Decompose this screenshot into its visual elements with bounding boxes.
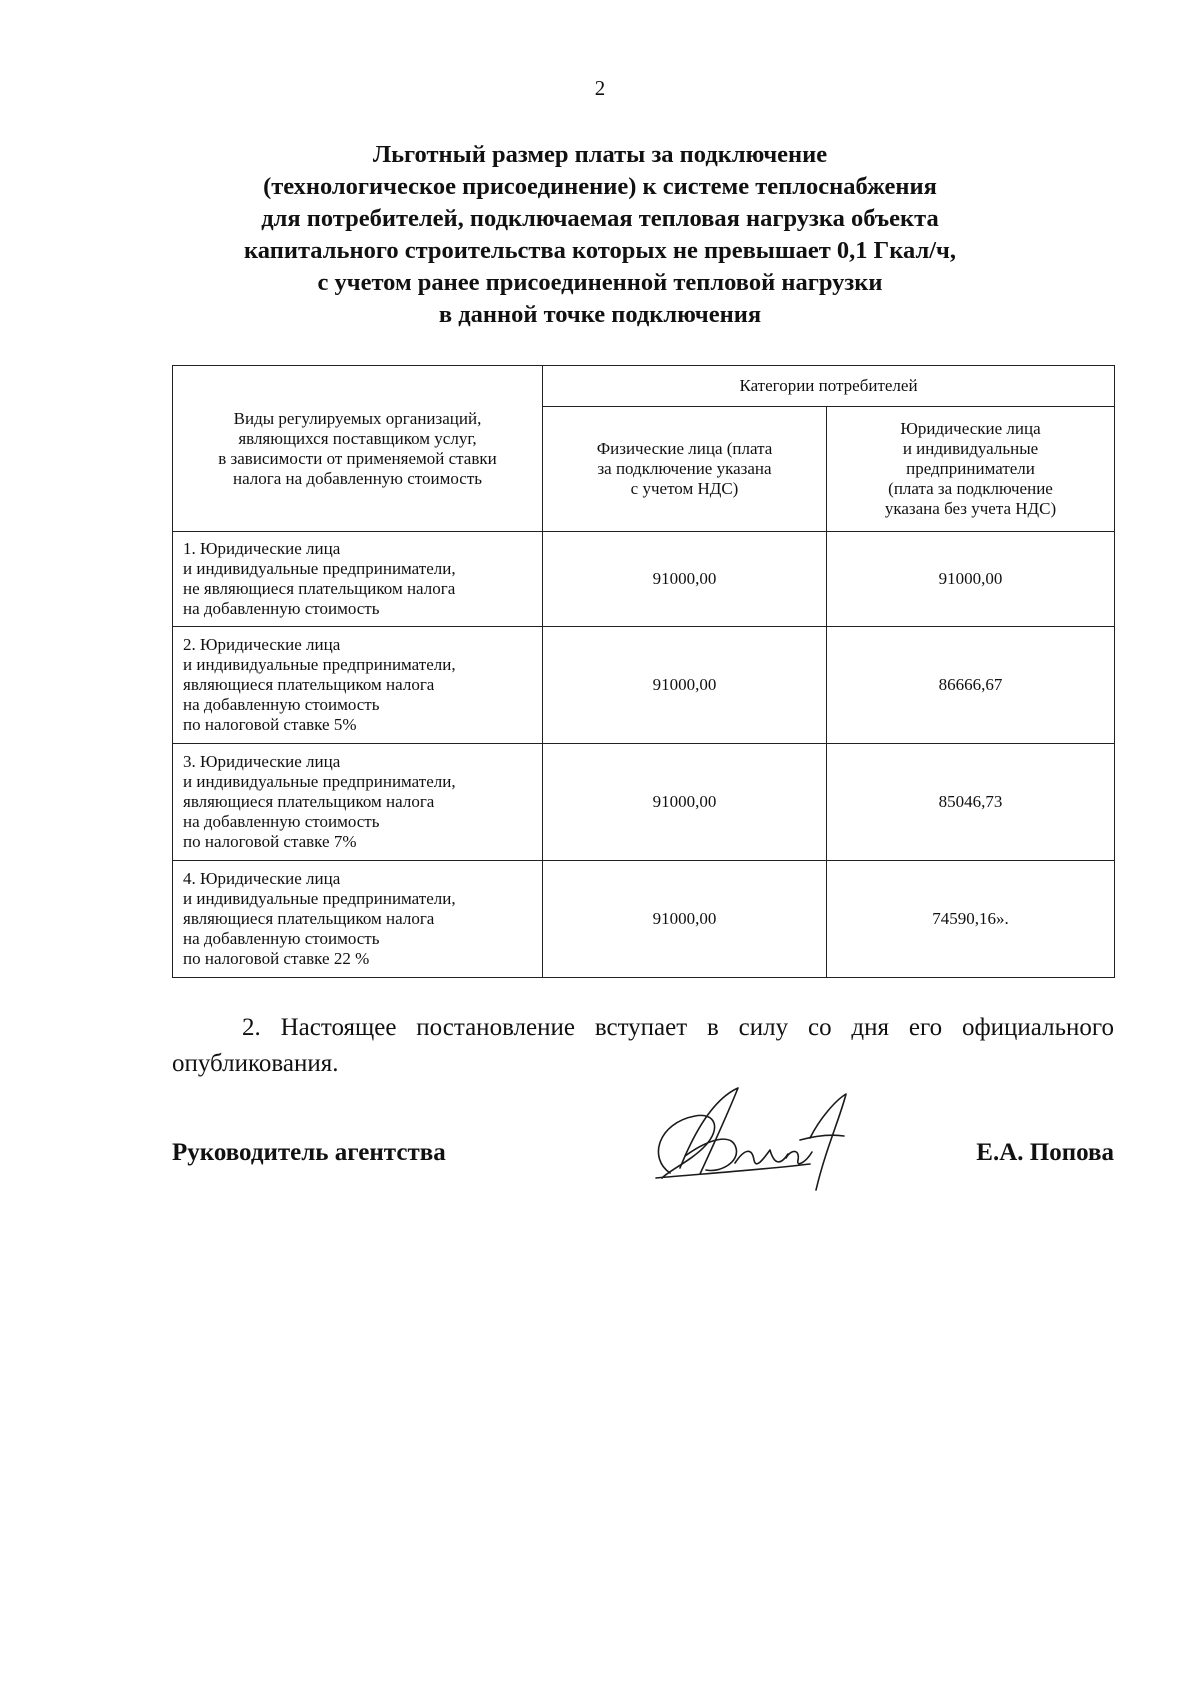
row-organization-type — [173, 744, 543, 861]
header-juridical-persons — [827, 407, 1115, 532]
row-organization-type — [173, 532, 543, 627]
row-physical-value: 91000,00 — [543, 627, 827, 744]
row-line: на добавленную стоимость — [183, 599, 380, 618]
row-line: являющиеся плательщиком налога — [183, 675, 435, 694]
row-line: и индивидуальные предприниматели, — [183, 889, 456, 908]
row-juridical-value: 91000,00 — [827, 532, 1115, 627]
resolution-paragraph: 2. Настоящее постановление вступает в силу со дня его официального опубликования. — [172, 1014, 1114, 1077]
table-row — [173, 861, 1115, 978]
header-line: и индивидуальные — [902, 439, 1039, 458]
header-line: предприниматели — [906, 459, 1035, 478]
header-line: налога на добавленную стоимость — [232, 468, 482, 488]
header-physical-persons — [543, 407, 827, 532]
row-physical-value: 91000,00 — [543, 744, 827, 861]
title-line: Льготный размер платы за подключение — [372, 141, 828, 168]
header-line: в зависимости от применяемой ставки — [218, 448, 497, 468]
row-line: на добавленную стоимость — [183, 929, 380, 948]
row-organization-type — [173, 627, 543, 744]
header-line: Юридические лица — [900, 419, 1041, 438]
row-line: являющиеся плательщиком налога — [183, 909, 435, 928]
row-line: и индивидуальные предприниматели, — [183, 772, 456, 791]
table-row — [173, 532, 1115, 627]
table-header-row — [173, 366, 1115, 407]
header-line: (плата за подключение — [888, 479, 1053, 498]
row-juridical-value: 74590,16». — [827, 861, 1115, 978]
tariff-table — [172, 365, 1115, 978]
signatory-title: Руководитель агентства — [172, 1139, 446, 1166]
title-line: (технологическое присоединение) к системе теплоснабжения — [263, 173, 937, 200]
row-organization-type — [173, 861, 543, 978]
row-line: не являющиеся плательщиком налога — [183, 579, 456, 598]
row-juridical-value: 86666,67 — [827, 627, 1115, 744]
title-line: капитального строительства которых не превышает 0,1 Гкал/ч, — [244, 237, 956, 264]
row-line: 2. Юридические лица — [183, 635, 341, 654]
row-juridical-value: 85046,73 — [827, 744, 1115, 861]
row-line: 3. Юридические лица — [183, 752, 341, 771]
title-line: для потребителей, подключаемая тепловая нагрузка объекта — [261, 205, 939, 232]
table-row — [173, 627, 1115, 744]
document-title — [150, 139, 1050, 331]
row-line: являющиеся плательщиком налога — [183, 792, 435, 811]
row-line: на добавленную стоимость — [183, 812, 380, 831]
row-line: по налоговой ставке 22 % — [183, 949, 370, 968]
handwritten-signature — [640, 1078, 860, 1198]
header-line: Физические лица (плата — [596, 439, 773, 458]
table-row — [173, 744, 1115, 861]
row-line: по налоговой ставке 5% — [183, 715, 357, 734]
header-line: за подключение указана — [597, 459, 772, 478]
row-physical-value: 91000,00 — [543, 861, 827, 978]
row-physical-value: 91000,00 — [543, 532, 827, 627]
header-line: с учетом НДС) — [630, 479, 739, 498]
header-consumer-categories: Категории потребителей — [543, 366, 1115, 407]
header-organization-type — [173, 366, 543, 532]
signatory-name: Е.А. Попова — [976, 1139, 1114, 1166]
title-line: с учетом ранее присоединенной тепловой нагрузки — [317, 269, 883, 296]
row-line: и индивидуальные предприниматели, — [183, 655, 456, 674]
page-number: 2 — [594, 76, 606, 100]
row-line: 4. Юридические лица — [183, 869, 341, 888]
title-line: в данной точке подключения — [438, 301, 762, 328]
header-line: Виды регулируемых организаций, — [233, 408, 482, 428]
row-line: 1. Юридические лица — [183, 539, 341, 558]
row-line: и индивидуальные предприниматели, — [183, 559, 456, 578]
header-line: являющихся поставщиком услуг, — [238, 428, 477, 448]
row-line: по налоговой ставке 7% — [183, 832, 357, 851]
row-line: на добавленную стоимость — [183, 695, 380, 714]
header-line: указана без учета НДС) — [884, 499, 1057, 518]
